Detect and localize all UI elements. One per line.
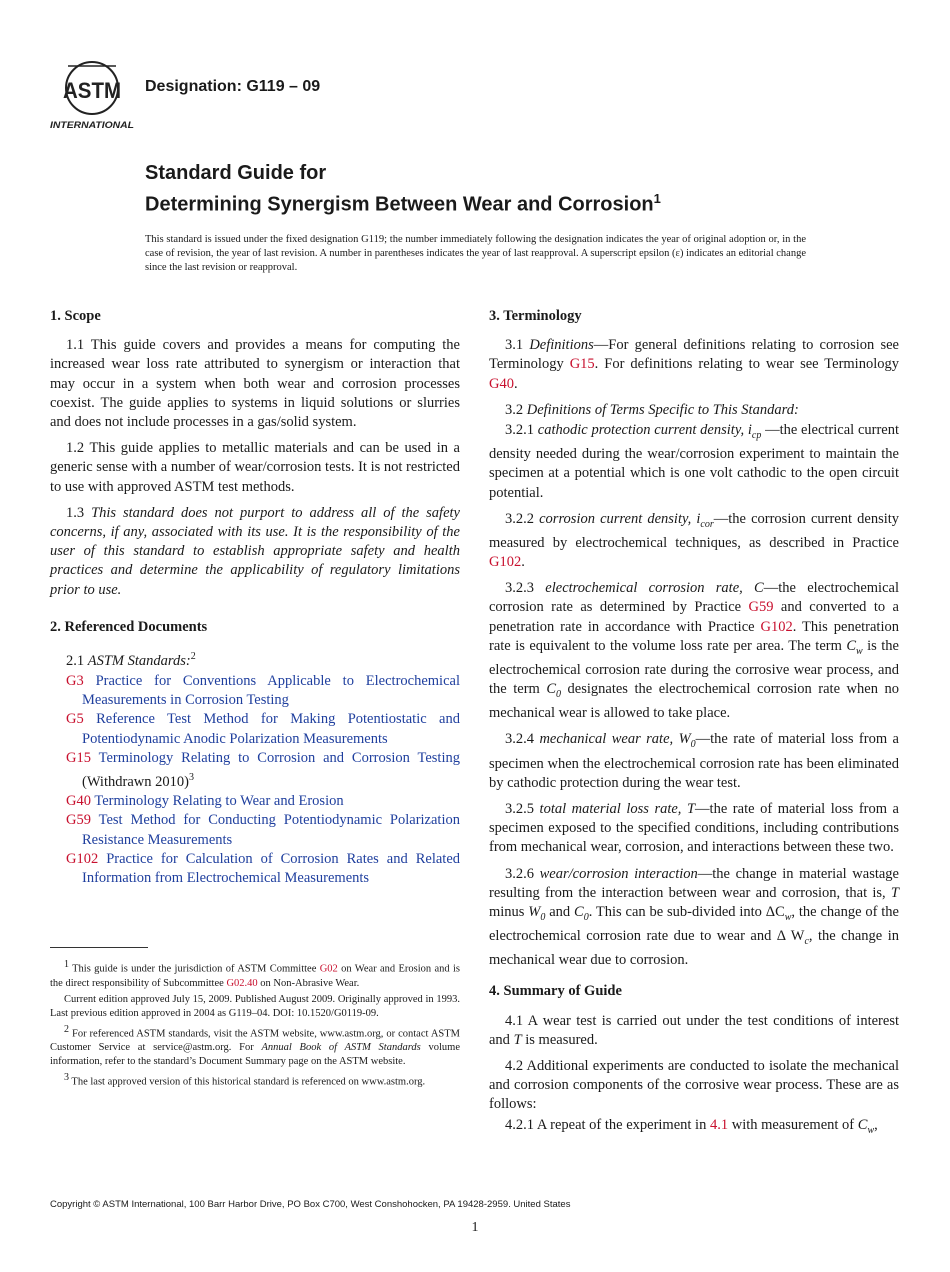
footnote-2-mark: 2 [64, 1023, 69, 1035]
para-3-2-4 [489, 730, 899, 793]
footnote-3 [50, 1071, 460, 1090]
footnote-1-text-b: on Wear and Erosion and is the direct responsibility of Subcommittee [50, 963, 461, 989]
symbol-c0-sub: 0 [583, 911, 589, 923]
para-3-2-5-text: —the rate of material loss from a specimen exposed to the specified conditions, including contributions from mechanical wear, corrosion, and interactions between these two. [489, 800, 899, 856]
para-3-1 [489, 336, 899, 394]
para-1-3-text: This standard does not purport to address all of the safety concerns, if any, associated with its use. It is the responsibility of the user of this standard to establish appropriate safety and health practices and determine the applicability of regulatory limitations prior to use. [50, 504, 460, 598]
para-3-2-3-text-e: designates the electrochemical corrosion rate when no mechanical wear is allowed to take place. [489, 681, 899, 722]
g102-link[interactable]: G102 [760, 618, 793, 635]
para-3-2-1-num: 3.2.1 [505, 422, 538, 439]
para-3-1-text-c: . [513, 375, 518, 392]
para-3-2-3-text-b: and converted to a penetration rate in accordance with Practice [489, 599, 899, 635]
g40-link[interactable]: G40 [489, 375, 514, 392]
para-4-2-1-end: , [874, 1116, 878, 1133]
ref-title[interactable]: Terminology Relating to Corrosion and Corrosion Testing [98, 749, 460, 766]
ref-title[interactable]: Reference Test Method for Making Potentiostatic and Potentiodynamic Anodic Polarization Measurements [82, 711, 460, 747]
left-column [50, 307, 460, 888]
summary-heading: 4. Summary of Guide [489, 983, 622, 1000]
para-3-2-6-text-a: —the change in material wastage resulting from the interaction between wear and corrosion, that is, [489, 865, 899, 901]
para-4-1 [489, 1012, 899, 1050]
para-4-2-1-text-a: 4.2.1 A repeat of the experiment in [505, 1116, 710, 1133]
ref-code-link[interactable]: G5 [66, 711, 84, 728]
logo-main-text: ASTM [63, 78, 121, 103]
para-3-2-6 [489, 865, 899, 971]
para-3-2-3-text-d: is the electrochemical corrosion rate during the corrosive wear process, and the term [489, 637, 899, 698]
designation-sep: – [284, 78, 303, 95]
symbol-t: T [513, 1031, 522, 1048]
section-4-1-link[interactable]: 4.1 [709, 1116, 729, 1133]
para-4-2-1 [489, 1116, 899, 1140]
ref-extra-sup: 3 [188, 772, 194, 784]
para-3-2-6-text-f: , the change in mechanical wear due to corrosion. [489, 928, 899, 969]
ref-extra: (Withdrawn 2010) [82, 773, 189, 790]
terminology-heading: 3. Terminology [489, 308, 582, 324]
footnote-2-italic: Annual Book of ASTM Standards [261, 1042, 421, 1053]
para-4-1-text-b: is measured. [521, 1031, 598, 1048]
para-2-1 [50, 647, 460, 671]
designation [145, 78, 320, 96]
ref-item [50, 749, 460, 792]
para-3-2-6-text-c: and [545, 903, 575, 920]
refdocs-heading: 2. Referenced Documents [50, 618, 208, 635]
para-1-2: 1.2 This guide applies to metallic materials and can be used in a generic sense with a number of wear/corrosion tests. It is not restricted to use with approved ASTM test methods. [50, 440, 460, 495]
para-4-2-1-text-b: with measurement of [728, 1116, 858, 1133]
footnotes [50, 958, 460, 1092]
symbol-cw-sub: w [856, 645, 863, 657]
para-3-1-num: 3.1 [505, 337, 530, 354]
para-3-2-2-term: corrosion current density, i [539, 510, 701, 527]
footnote-edition: Current edition approved July 15, 2009. Published August 2009. Originally approved in 1993. Last previous edition approved in 2004 as G119–04. DOI: 10.1520/G0119-09. [50, 993, 460, 1019]
para-3-2-5 [489, 800, 899, 858]
page-number: 1 [471, 1220, 479, 1235]
g102-link[interactable]: G102 [489, 554, 522, 571]
para-3-2-4-sub: 0 [690, 739, 696, 751]
para-3-2-6-term: wear/corrosion interaction [539, 865, 698, 882]
ref-code-link[interactable]: G15 [66, 749, 91, 766]
referenced-list [50, 672, 460, 888]
para-3-2-2-sub: cor [700, 518, 714, 530]
title-line-2 [145, 186, 661, 218]
designation-year: 09 [302, 78, 321, 95]
ref-title[interactable]: Practice for Conventions Applicable to Electrochemical Measurements in Corrosion Testing [82, 673, 460, 709]
para-3-2-6-text-e: , the change of the electrochemical corrosion rate due to wear and Δ W [489, 903, 899, 945]
para-2-1-sup: 2 [190, 651, 196, 663]
footnote-3-text: The last approved version of this historical standard is referenced on www.astm.org. [69, 1076, 426, 1088]
symbol-w0: W [528, 903, 541, 920]
ref-title[interactable]: Test Method for Conducting Potentiodynamic Polarization Resistance Measurements [82, 812, 460, 848]
footnote-divider [50, 947, 148, 948]
para-3-2-1-sub: cp [751, 429, 762, 441]
ref-code-link[interactable]: G3 [66, 673, 84, 690]
copyright-footer: Copyright © ASTM International, 100 Barr Harbor Drive, PO Box C700, West Conshohocken, PA 19428-2959. United States [50, 1199, 571, 1210]
symbol-t: T [890, 884, 899, 901]
symbol-dwc-sub: c [804, 935, 809, 947]
ref-item [50, 672, 460, 710]
para-3-2-2-text: —the corrosion current density measured by electrochemical techniques, as described in Practice [489, 510, 900, 551]
symbol-dcw-sub: w [784, 911, 792, 923]
ref-item [50, 811, 460, 849]
designation-label: Designation: G119 [145, 78, 285, 95]
para-3-1-text-b: . For definitions relating to wear see Terminology [594, 356, 899, 373]
ref-item [50, 710, 460, 748]
para-3-1-term: Definitions [529, 337, 594, 354]
ref-code-link[interactable]: G40 [66, 793, 91, 810]
para-3-2-5-term: total material loss rate, T [539, 800, 696, 817]
para-3-2-5-num: 3.2.5 [505, 800, 540, 817]
ref-code-link[interactable]: G59 [66, 812, 91, 829]
para-3-2 [489, 401, 899, 420]
footnote-1-text-a: This guide is under the jurisdiction of ASTM Committee [69, 963, 320, 975]
footnote-1 [50, 958, 460, 991]
title-line-1: Standard Guide for [145, 162, 327, 184]
ref-title[interactable]: Practice for Calculation of Corrosion Rates and Related Information from Electrochemical Measurements [82, 850, 460, 886]
subcommittee-link[interactable]: G02.40 [226, 977, 258, 989]
title-footnote-mark: 1 [653, 191, 661, 206]
para-3-2-4-num: 3.2.4 [505, 731, 540, 748]
para-3-2-3 [489, 579, 899, 723]
astm-logo-icon [50, 60, 134, 132]
para-3-2-term: Definitions of Terms Specific to This Standard: [526, 401, 799, 418]
para-3-2-3-num: 3.2.3 [505, 580, 546, 597]
footnote-1-text-c: on Non-Abrasive Wear. [257, 977, 360, 989]
para-3-2-num: 3.2 [505, 401, 527, 418]
ref-title[interactable]: Terminology Relating to Wear and Erosion [94, 793, 344, 810]
para-3-2-3-text-c: . This penetration rate is equivalent to the volume loss rate per area. The term [489, 618, 899, 654]
scope-heading: 1. Scope [50, 308, 101, 324]
symbol-cw: C [846, 637, 856, 654]
footnote-1-mark: 1 [64, 959, 69, 970]
para-3-2-2-num: 3.2.2 [505, 510, 540, 527]
symbol-w0-sub: 0 [540, 911, 546, 923]
title-line-2-text: Determining Synergism Between Wear and Corrosion [145, 193, 654, 216]
para-3-2-1-text: —the electrical current density needed during the wear/corrosion experiment to maintain the specimen at a potential which is one volt cathodic to the open circuit potential. [489, 422, 899, 501]
para-3-2-4-text: —the rate of material loss from a specimen when the electrochemical corrosion rate has been eliminated by cathodic protection during the wear test. [489, 731, 899, 791]
para-3-2-2 [489, 510, 899, 573]
symbol-cw: C [857, 1116, 868, 1133]
standard-notice: This standard is issued under the fixed designation G119; the number immediately following the designation indicates the year of original adoption or, in the case of revision, the year of last revision. A number in parentheses indicates the year of last reapproval. A superscript epsilon (ε) indicates an editorial change since the last revision or reapproval. [145, 234, 806, 273]
para-3-2-6-text-b: minus [489, 903, 529, 920]
ref-item [50, 792, 460, 811]
footnote-2-text-b: volume information, refer to the standard’s Document Summary page on the ASTM website. [50, 1042, 460, 1067]
symbol-c0: C [574, 903, 584, 920]
para-1-3 [50, 504, 460, 600]
para-3-2-4-term: mechanical wear rate, W [539, 731, 691, 748]
para-3-2-1-term: cathodic protection current density, i [537, 422, 752, 439]
ref-code-link[interactable]: G102 [66, 850, 99, 867]
para-3-2-3-text-a: —the electrochemical corrosion rate as determined by Practice [489, 580, 899, 616]
para-3-2-6-text-d: . This can be sub-divided into ΔC [588, 903, 785, 920]
para-2-1-num: 2.1 [66, 652, 88, 669]
para-4-2: 4.2 Additional experiments are conducted to isolate the mechanical and corrosion components of the corrosive wear process. These are as follows: [489, 1057, 899, 1113]
symbol-cw-sub: w [867, 1124, 875, 1136]
para-1-3-num: 1.3 [66, 504, 92, 521]
footnote-2 [50, 1023, 460, 1070]
symbol-c0: C [546, 681, 557, 698]
ref-item [50, 850, 460, 888]
para-3-2-2-end: . [521, 554, 525, 571]
para-1-1: 1.1 This guide covers and provides a means for computing the increased wear loss rate attributed to synergism or interaction that may occur in a system when both wear and corrosion processes coexist. The guide applies to systems in liquid solutions or slurries and does not include processes in a gas/solid system. [50, 337, 460, 431]
g15-link[interactable]: G15 [569, 356, 595, 373]
para-2-1-text: ASTM Standards: [87, 652, 191, 669]
para-4-1-text-a: 4.1 A wear test is carried out under the test conditions of interest and [489, 1012, 899, 1048]
para-3-2-6-num: 3.2.6 [505, 865, 540, 882]
para-3-2-1 [489, 421, 899, 503]
para-3-1-text-a: —For general definitions relating to corrosion see Terminology [489, 337, 899, 373]
footnote-2-text-a: For referenced ASTM standards, visit the ASTM website, www.astm.org, or contact ASTM Customer Service at service@astm.org. For [50, 1028, 460, 1053]
para-3-2-3-term: electrochemical corrosion rate, C [545, 580, 764, 597]
g59-link[interactable]: G59 [748, 599, 774, 616]
logo-sub-text: INTERNATIONAL [50, 120, 134, 130]
footnote-3-mark: 3 [64, 1072, 69, 1083]
right-column [489, 307, 899, 1147]
committee-link[interactable]: G02 [319, 963, 338, 975]
symbol-c0-sub: 0 [556, 689, 562, 701]
page-title [145, 160, 661, 218]
